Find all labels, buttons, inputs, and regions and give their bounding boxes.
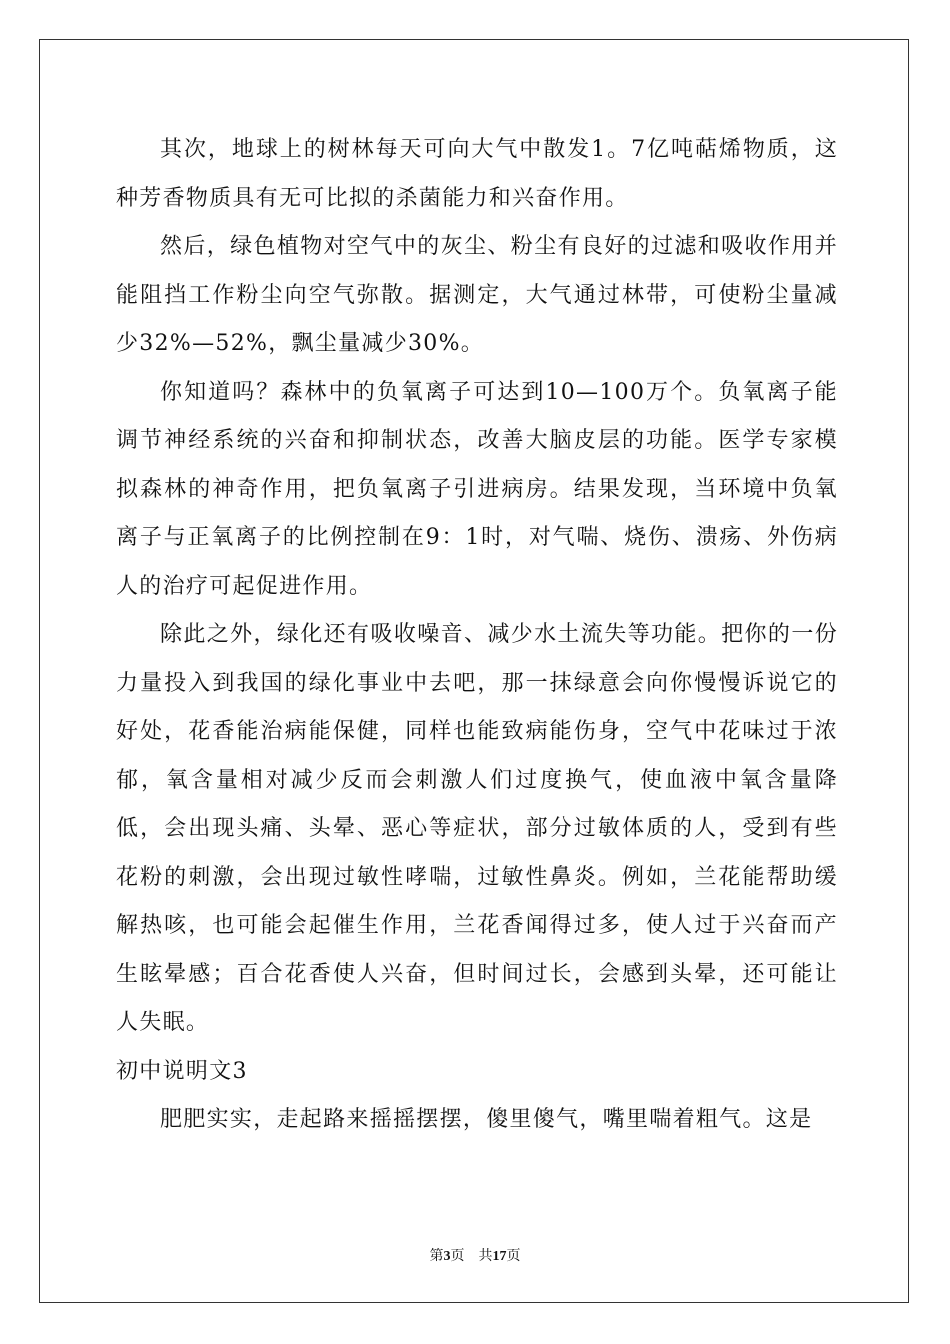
footer-suffix: 页 <box>506 1249 521 1264</box>
footer-mid: 页 共 <box>450 1249 493 1264</box>
page-number: 3 <box>443 1249 451 1264</box>
paragraph: 然后，绿色植物对空气中的灰尘、粉尘有良好的过滤和吸收作用并能阻挡工作粉尘向空气弥散。据测定，大气通过林带，可使粉尘量减少32%—52%，飘尘量减少30%。 <box>116 234 838 356</box>
paragraph: 你知道吗？森林中的负氧离子可达到10—100万个。负氧离子能调节神经系统的兴奋和抑制状态，改善大脑皮层的功能。医学专家模拟森林的神奇作用，把负氧离子引进病房。结果发现，当环境中负氧离子与正氧离子的比例控制在9：1时，对气喘、烧伤、溃疡、外伤病人的治疗可起促进作用。 <box>116 379 838 599</box>
document-body <box>116 126 838 1145</box>
paragraph: 除此之外，绿化还有吸收噪音、减少水土流失等功能。把你的一份力量投入到我国的绿化事业中去吧，那一抹绿意会向你慢慢诉说它的好处，花香能治病能保健，同样也能致病能伤身，空气中花味过于浓郁，氧含量相对减少反而会刺激人们过度换气，使血液中氧含量降低，会出现头痛、头晕、恶心等症状，部分过敏体质的人，受到有些花粉的刺激，会出现过敏性哮喘，过敏性鼻炎。例如，兰花能帮助缓解热咳，也可能会起催生作用，兰花香闻得过多，使人过于兴奋而产生眩晕感；百合花香使人兴奋，但时间过长，会感到头晕，还可能让人失眠。 <box>116 622 838 1035</box>
page-footer <box>0 1245 950 1265</box>
total-pages: 17 <box>492 1249 507 1264</box>
paragraph: 肥肥实实，走起路来摇摇摆摆，傻里傻气，嘴里喘着粗气。这是 <box>160 1107 813 1132</box>
section-heading: 初中说明文3 <box>116 1058 248 1084</box>
footer-prefix: 第 <box>429 1249 444 1264</box>
paragraph: 其次，地球上的树林每天可向大气中散发1。7亿吨萜烯物质，这种芳香物质具有无可比拟的杀菌能力和兴奋作用。 <box>116 137 838 211</box>
